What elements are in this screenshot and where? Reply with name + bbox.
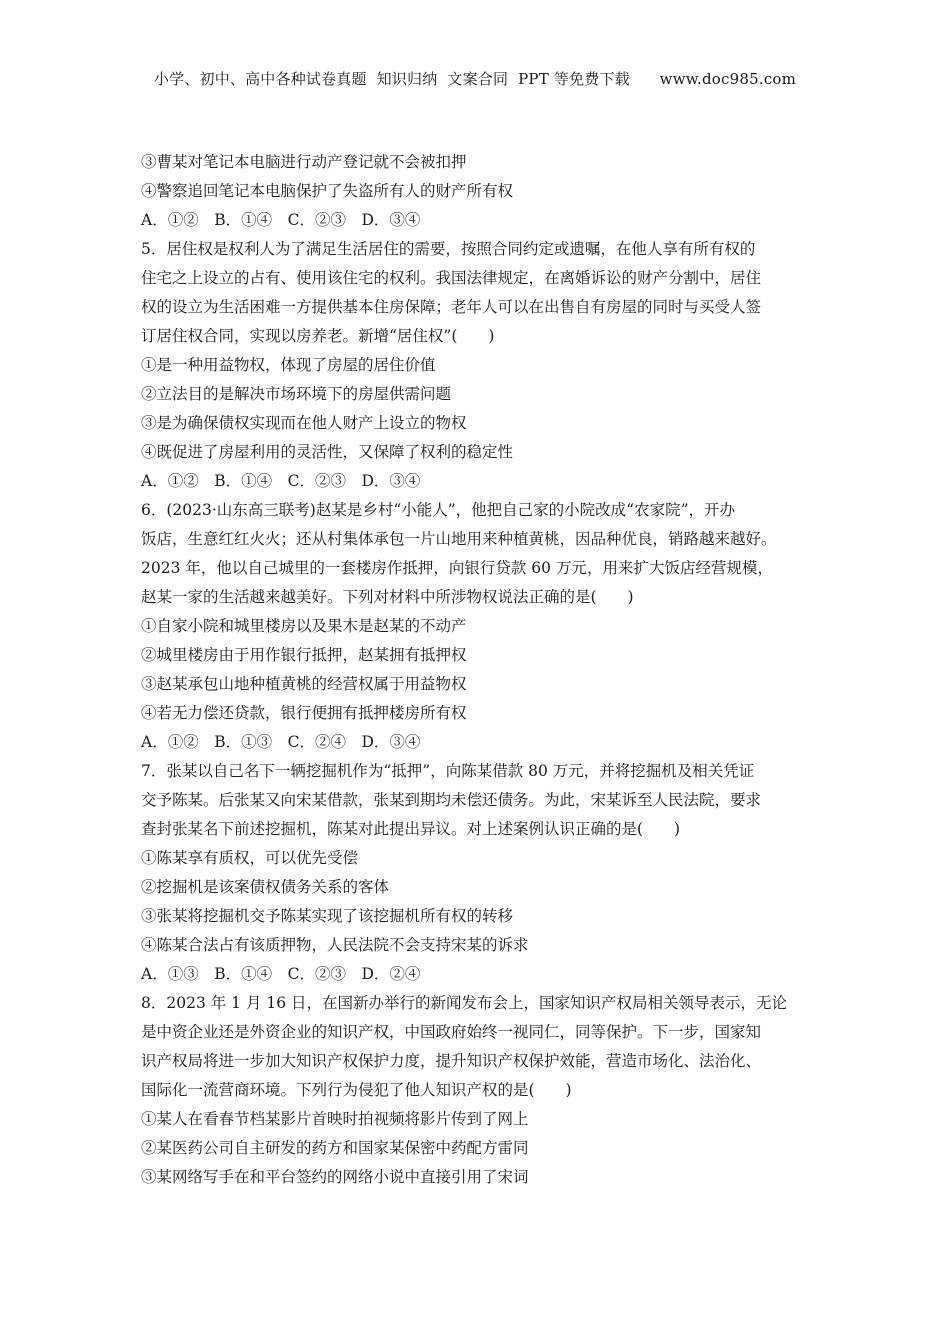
document-body (141, 148, 831, 1192)
text-line: ③某网络写手在和平台签约的网络小说中直接引用了宋词 (141, 1168, 529, 1186)
page-header: 小学、初中、高中各种试卷真题 知识归纳 文案合同 PPT 等免费下载 www.doc985.com (153, 70, 797, 88)
answer-options: A．①② B．①④ C．②③ D．③④ (141, 211, 421, 229)
text-line: ②某医药公司自主研发的药方和国家某保密中药配方雷同 (141, 1139, 529, 1157)
text-line: ②城里楼房由于用作银行抵押，赵某拥有抵押权 (141, 646, 467, 664)
text-line: ④若无力偿还贷款，银行便拥有抵押楼房所有权 (141, 704, 467, 722)
text-line: ③张某将挖掘机交予陈某实现了该挖掘机所有权的转移 (141, 907, 514, 925)
text-line: 2023 年，他以自己城里的一套楼房作抵押，向银行贷款 60 万元，用来扩大饭店经营规模， (141, 559, 773, 577)
text-line: ②立法目的是解决市场环境下的房屋供需问题 (141, 385, 452, 403)
text-line: 是中资企业还是外资企业的知识产权，中国政府始终一视同仁，同等保护。下一步，国家知 (141, 1023, 762, 1041)
text-line: 国际化一流营商环境。下列行为侵犯了他人知识产权的是( ) (141, 1081, 572, 1099)
text-line: 权的设立为生活困难一方提供基本住房保障；老年人可以在出售自有房屋的同时与买受人签 (141, 298, 762, 316)
text-line: 交予陈某。后张某又向宋某借款，张某到期均未偿还债务。为此，宋某诉至人民法院，要求 (141, 791, 762, 809)
question-7-stem: 7．张某以自己名下一辆挖掘机作为“抵押”，向陈某借款 80 万元，并将挖掘机及相关凭证 (141, 762, 755, 780)
text-line: ③是为确保债权实现而在他人财产上设立的物权 (141, 414, 467, 432)
text-line: ①陈某享有质权，可以优先受偿 (141, 849, 359, 867)
text-line: ④陈某合法占有该质押物，人民法院不会支持宋某的诉求 (141, 936, 529, 954)
text-line: ④既促进了房屋利用的灵活性，又保障了权利的稳定性 (141, 443, 514, 461)
text-line: 住宅之上设立的占有、使用该住宅的权利。我国法律规定，在离婚诉讼的财产分割中，居住 (141, 269, 762, 287)
answer-options: A．①② B．①③ C．②④ D．③④ (141, 733, 421, 751)
text-line: 订居住权合同，实现以房养老。新增“居住权”( ) (141, 327, 495, 345)
text-line: 查封张某名下前述挖掘机，陈某对此提出异议。对上述案例认识正确的是( ) (141, 820, 681, 838)
text-line: ④警察追回笔记本电脑保护了失盗所有人的财产所有权 (141, 182, 514, 200)
text-line: ①是一种用益物权，体现了房屋的居住价值 (141, 356, 436, 374)
question-6-stem: 6．(2023·山东高三联考)赵某是乡村“小能人”，他把自己家的小院改成“农家院”，开办 (141, 501, 736, 519)
text-line: ③曹某对笔记本电脑进行动产登记就不会被扣押 (141, 153, 467, 171)
text-line: ①某人在看春节档某影片首映时拍视频将影片传到了网上 (141, 1110, 529, 1128)
text-line: 识产权局将进一步加大知识产权保护力度，提升知识产权保护效能，营造市场化、法治化、 (141, 1052, 762, 1070)
answer-options: A．①③ B．①④ C．②③ D．②④ (141, 965, 421, 983)
text-line: ②挖掘机是该案债权债务关系的客体 (141, 878, 390, 896)
text-line: 饭店，生意红红火火；还从村集体承包一片山地用来种植黄桃，因品种优良，销路越来越好。 (141, 530, 777, 548)
text-line: ①自家小院和城里楼房以及果木是赵某的不动产 (141, 617, 467, 635)
question-8-stem: 8．2023 年 1 月 16 日，在国新办举行的新闻发布会上，国家知识产权局相关领导表示，无论 (141, 994, 788, 1012)
question-5-stem: 5．居住权是权利人为了满足生活居住的需要，按照合同约定或遗嘱，在他人享有所有权的 (141, 240, 756, 258)
answer-options: A．①② B．①④ C．②③ D．③④ (141, 472, 421, 490)
text-line: 赵某一家的生活越来越美好。下列对材料中所涉物权说法正确的是( ) (141, 588, 634, 606)
text-line: ③赵某承包山地种植黄桃的经营权属于用益物权 (141, 675, 467, 693)
